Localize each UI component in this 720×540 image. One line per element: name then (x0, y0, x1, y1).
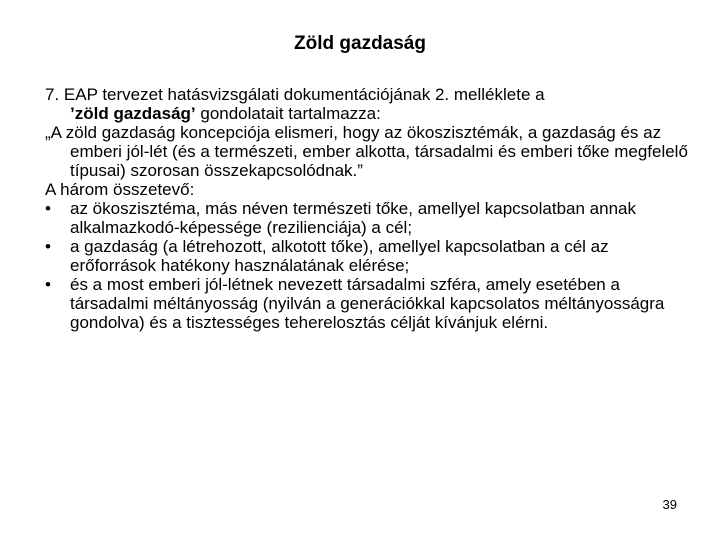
definition-quote: „A zöld gazdaság koncepciója elismeri, hogy az ökoszisztémák, a gazdaság és az emberi jól-lét (és a természeti, ember alkotta, társadalmi és emberi tőke megfelelő típusai) szorosan összekapcsolódnak.” (45, 123, 688, 180)
list-item (45, 199, 695, 237)
page-number: 39 (662, 497, 677, 512)
bullet-text: és a most emberi jól-létnek nevezett társadalmi szféra, amely esetében a társadalmi méltányosság (nyilván a generációkkal kapcsolatos méltányosságra gondolva) és a tisztességes teherelosztás célját kívánjuk elérni. (70, 275, 665, 332)
list-item (45, 275, 695, 332)
intro-paragraph (45, 85, 695, 123)
bullet-icon: • (45, 275, 51, 294)
intro-line: 7. EAP tervezet hatásvizsgálati dokumentációjának 2. melléklete a (45, 85, 545, 104)
list-item (45, 237, 695, 275)
components-heading: A három összetevő: (45, 180, 195, 199)
bullet-icon: • (45, 199, 51, 218)
green-economy-term: ’zöld gazdaság’ (70, 104, 196, 123)
intro-line-rest: gondolatait tartalmazza: (195, 104, 381, 123)
bullet-icon: • (45, 237, 51, 256)
page-title: Zöld gazdaság (294, 33, 426, 54)
bullet-text: az ökoszisztéma, más néven természeti tőke, amellyel kapcsolatban annak alkalmazkodó-képessége (rezilienciája) a cél; (70, 199, 636, 237)
bullet-text: a gazdaság (a létrehozott, alkotott tőke), amellyel kapcsolatban a cél az erőforrások hatékony használatának elérése; (70, 237, 609, 275)
slide-body (45, 85, 695, 332)
